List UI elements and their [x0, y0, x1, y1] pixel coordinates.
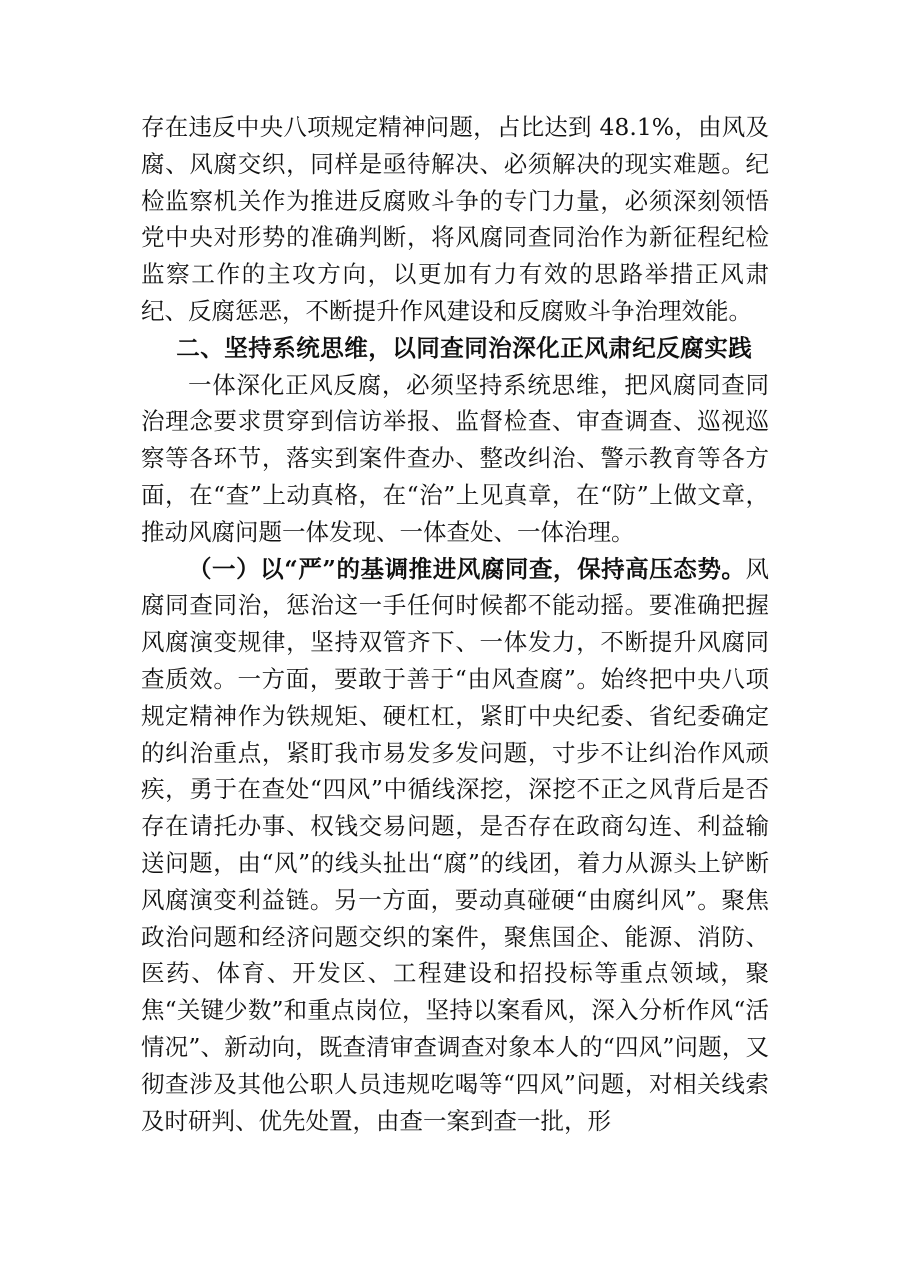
paragraph-system-thinking: 一体深化正风反腐，必须坚持系统思维，把风腐同查同治理念要求贯穿到信访举报、监督检查、审查调查、巡视巡察等各环节，落实到案件查办、整改纠治、警示教育等各方面，在“查”上动真格，在“治”上见真章，在“防”上做文章，推动风腐问题一体发现、一体查处、一体治理。 — [141, 370, 769, 546]
paragraph-intro: 存在违反中央八项规定精神问题，占比达到 48.1%，由风及腐、风腐交织，同样是亟待解决、必须解决的现实难题。纪检监察机关作为推进反腐败斗争的专门力量，必须深刻领悟党中央对形势的准确判断，将风腐同查同治作为新征程纪检监察工作的主攻方向，以更加有力有效的思路举措正风肃纪、反腐惩恶，不断提升作风建设和反腐败斗争治理效能。 — [141, 113, 769, 325]
section-heading: 二、坚持系统思维，以同查同治深化正风肃纪反腐实践 — [176, 333, 753, 362]
document-page — [141, 109, 769, 1139]
subsection-body: 风腐同查同治，惩治这一手任何时候都不能动摇。要准确把握风腐演变规律，坚持双管齐下、一体发力，不断提升风腐同查质效。一方面，要敢于善于“由风查腐”。始终把中央八项规定精神作为铁规矩、硬杠杠，紧盯中央纪委、省纪委确定的纠治重点，紧盯我市易发多发问题，寸步不让纠治作风顽疾，勇于在查处“四风”中循线深挖，深挖不正之风背后是否存在请托办事、权钱交易问题，是否存在政商勾连、利益输送问题，由“风”的线头扯出“腐”的线团，着力从源头上铲断风腐演变利益链。另一方面，要动真碰硬“由腐纠风”。聚焦政治问题和经济问题交织的案件，聚焦国企、能源、消防、医药、体育、开发区、工程建设和招投标等重点领域，聚焦“关键少数”和重点岗位，坚持以案看风，深入分析作风“活情况”、新动向，既查清审查调查对象本人的“四风”问题，又彻查涉及其他公职人员违规吃喝等“四风”问题，对相关线索及时研判、优先处置，由查一案到查一批，形 — [141, 554, 769, 1135]
paragraph-strict-tone — [141, 551, 769, 1140]
subsection-lead: （一）以“严”的基调推进风腐同查，保持高压态势。 — [188, 554, 746, 583]
